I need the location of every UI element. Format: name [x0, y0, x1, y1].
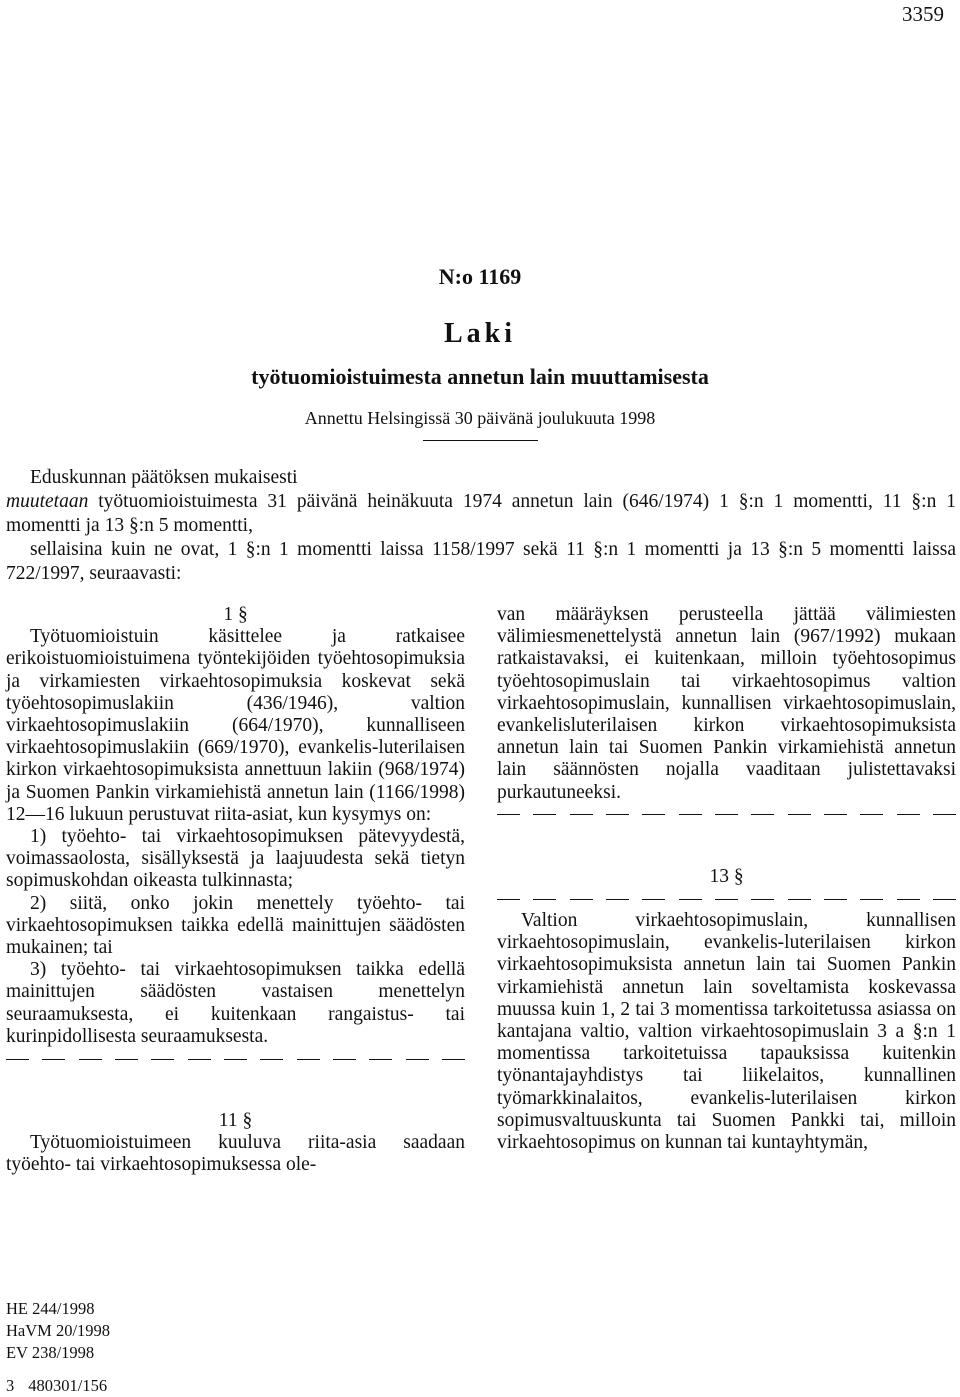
- section-13-heading: 13 §: [709, 865, 744, 887]
- preamble-body: työtuomioistuimesta 31 päivänä heinäkuuta 1974 annetun lain (646/1974) 1 §:n 1 momentti, 11 §:n 1 momentti ja 13 §:n 5 momentti,: [6, 491, 957, 536]
- section-1-item-2: 2) siitä, onko jokin menettely työehto- tai virkaehtosopimuksen taikka edellä mainittujen säädösten mukainen; tai: [6, 892, 465, 959]
- document-number: N:o 1169: [438, 264, 522, 289]
- legislative-references: [6, 1298, 110, 1364]
- left-column: [6, 604, 465, 1177]
- omission-dash-rule: [497, 888, 956, 910]
- preamble-first-line: Eduskunnan päätöksen mukaisesti: [30, 467, 298, 488]
- section-11-heading: 11 §: [218, 1110, 253, 1132]
- section-13-text: Valtion virkaehtosopimuslain, kunnallisen virkaehtosopimuslain, evankelis-luterilaisen kirkon virkaehtosopimuksista annetun lain tai Suomen Pankin virkamiehistä annetun lain soveltamista koskevassa muussa kuin 1, 2 tai 3 momentissa tarkoitetussa asiassa on kantajana valtio, valtion virkaehtosopimuslain 3 a §:n 1 momentissa tarkoitetuissa tapauksissa kuitenkin työnantajayhdistys tai liikelaitos, kunnallinen työmarkkinalaitos, evankelis-luterilaisen kirkon sopimusvaltuuskunta tai Suomen Pankki tai, milloin virkaehtosopimus on kunnan tai kuntayhtymän,: [497, 910, 956, 1154]
- footnote-committee-report: HaVM 20/1998: [6, 1321, 111, 1340]
- title-divider: [423, 440, 538, 441]
- document-title: työtuomioistuimesta annetun lain muuttamisesta: [251, 364, 709, 389]
- section-1-item-1: 1) työehto- tai virkaehtosopimuksen pätevyydestä, voimassaolosta, sisällyksestä ja laajuudesta sekä tietyn sopimuskohdan oikeasta tulkinnasta;: [6, 826, 465, 892]
- print-code-right: 480301/156: [28, 1376, 108, 1395]
- preamble: [6, 466, 956, 586]
- footnote-government-proposal: HE 244/1998: [6, 1299, 95, 1318]
- omission-dash-rule: [6, 1048, 465, 1070]
- right-column: [497, 604, 956, 1154]
- section-1-item-3: 3) työehto- tai virkaehtosopimuksen taikka edellä mainittujen säädösten vastaisen menettelyn seuraamuksesta, ei kuitenkaan rangaistus- tai kurinpidollisesta seuraamuksesta.: [6, 959, 465, 1047]
- enactment-date: Annettu Helsingissä 30 päivänä joulukuuta 1998: [304, 408, 656, 428]
- preamble-verb: muutetaan: [6, 491, 89, 512]
- section-11-text-continued: van määräyksen perusteella jättää välimiesten välimiesmenettelystä annetun lain (967/1992) mukaan ratkaistavaksi, ei kuitenkaan, milloin työehtosopimus työehtosopimuslain tai virkaehtosopimus valtion virkaehtosopimuslain, kunnallisen virkaehtosopimuslain, evankelisluterilaisen kirkon virkaehtosopimuksista annetun lain tai Suomen Pankin virkamiehistä annetun lain säännösten nojalla vaaditaan julistettavaksi purkautuneeksi.: [497, 604, 956, 803]
- document-type: Laki: [443, 318, 517, 349]
- omission-dash-rule: [497, 804, 956, 826]
- section-1-heading: 1 §: [223, 604, 248, 625]
- print-code: [6, 1376, 107, 1396]
- print-code-left: 3: [6, 1376, 15, 1395]
- page-number: 3359: [902, 2, 944, 26]
- section-11-text-start: Työtuomioistuimeen kuuluva riita-asia saadaan työehto- tai virkaehtosopimuksessa ole-: [6, 1132, 465, 1176]
- preamble-second-paragraph: sellaisina kuin ne ovat, 1 §:n 1 momentti laissa 1158/1997 sekä 11 §:n 1 momentti ja 13 §:n 5 momentti laissa 722/1997, seuraavasti:: [6, 539, 956, 584]
- section-1-intro: Työtuomioistuin käsittelee ja ratkaisee erikoistuomioistuimena työntekijöiden työehtosopimuksia ja virkamiesten virkaehtosopimuksia koskevat sekä työehtosopimuslakiin (436/1946), valtion virkaehtosopimuslakiin (664/1970), kunnalliseen virkaehtosopimuslakiin (669/1970), evankelis-luterilaisen kirkon virkaehtosopimuksista annettuun lakiin (968/1974) ja Suomen Pankin virkamiehistä annetun lain (1166/1998) 12—16 lukuun perustuvat riita-asiat, kun kysymys on:: [6, 626, 465, 825]
- footnote-parliament-reply: EV 238/1998: [6, 1343, 95, 1362]
- preamble-amendment: [6, 490, 956, 538]
